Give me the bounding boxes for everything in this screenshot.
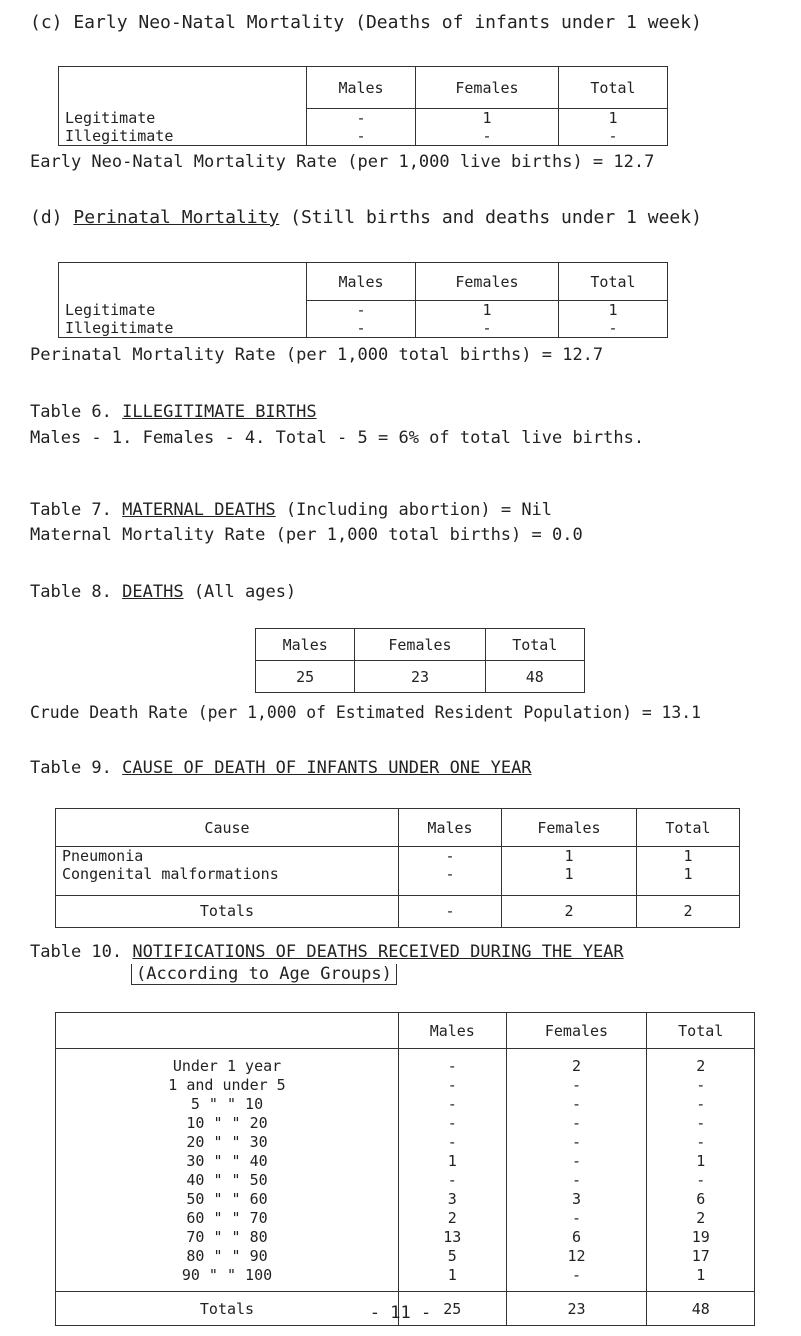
row-label: Congenital malformations (56, 865, 399, 895)
cell: - (399, 1171, 507, 1190)
cell: - (506, 1266, 647, 1292)
cell: 13 (399, 1228, 507, 1247)
table-row (56, 1049, 755, 1077)
cell: 2 (399, 1209, 507, 1228)
table7-line: Maternal Mortality Rate (per 1,000 total births) = 0.0 (30, 525, 583, 545)
row-label: Illegitimate (59, 319, 307, 338)
col-header: Males (307, 67, 416, 109)
cell: 1 (558, 109, 667, 128)
cell: - (647, 1114, 755, 1133)
age-group-label: 5 " " 10 (56, 1095, 399, 1114)
table8-suffix: (All ages) (193, 582, 297, 602)
cell: - (399, 1114, 507, 1133)
table-row (56, 1152, 755, 1171)
cell: 3 (506, 1190, 647, 1209)
cell: 1 (416, 109, 559, 128)
col-header: Cause (56, 809, 399, 847)
cell: 1 (647, 1152, 755, 1171)
cell: 6 (506, 1228, 647, 1247)
cell: - (558, 127, 667, 146)
table7-heading (30, 500, 552, 520)
col-header: Males (307, 263, 416, 301)
cell: 25 (256, 661, 355, 693)
col-header: Males (399, 809, 502, 847)
cell: - (307, 319, 416, 338)
cell: - (506, 1076, 647, 1095)
corner-cell (59, 67, 307, 109)
col-header: Total (558, 263, 667, 301)
cell: - (399, 895, 502, 927)
table7-suffix: (Including abortion) = Nil (285, 500, 553, 520)
section-d-title: Perinatal Mortality (73, 207, 280, 228)
col-header: Males (399, 1013, 507, 1049)
table-row (56, 1133, 755, 1152)
age-group-label: 80 " " 90 (56, 1247, 399, 1266)
col-header: Total (636, 809, 739, 847)
totals-label: Totals (56, 895, 399, 927)
perinatal-rate: Perinatal Mortality Rate (per 1,000 total births) = 12.7 (30, 345, 604, 365)
cell: 2 (647, 1209, 755, 1228)
cell: 1 (636, 865, 739, 895)
row-label: Legitimate (59, 301, 307, 320)
cell: 48 (485, 661, 584, 693)
cell: 2 (636, 895, 739, 927)
age-group-label: 90 " " 100 (56, 1266, 399, 1292)
deaths-table (255, 628, 585, 693)
age-rows (56, 1049, 755, 1292)
table-row (56, 1095, 755, 1114)
col-header: Males (256, 629, 355, 661)
cell: - (399, 1049, 507, 1077)
cell: - (647, 1095, 755, 1114)
section-d-suffix: (Still births and deaths under 1 week) (290, 207, 702, 228)
cell: - (506, 1171, 647, 1190)
section-c-heading: (c) Early Neo-Natal Mortality (Deaths of infants under 1 week) (30, 12, 702, 33)
table9-title: CAUSE OF DEATH OF INFANTS UNDER ONE YEAR (122, 758, 532, 778)
table9-heading (30, 758, 532, 778)
section-d-heading (30, 207, 702, 228)
table6-line: Males - 1. Females - 4. Total - 5 = 6% of total live births. (30, 428, 645, 448)
col-header: Females (416, 263, 559, 301)
age-group-label: 50 " " 60 (56, 1190, 399, 1209)
cell: 12 (506, 1247, 647, 1266)
table8-title: DEATHS (122, 582, 184, 602)
table-row (56, 1076, 755, 1095)
table6-heading (30, 402, 317, 422)
table-row (56, 1209, 755, 1228)
age-group-label: 70 " " 80 (56, 1228, 399, 1247)
col-header: Total (485, 629, 584, 661)
row-label: Legitimate (59, 109, 307, 128)
age-group-label: 1 and under 5 (56, 1076, 399, 1095)
cell: - (647, 1133, 755, 1152)
col-header: Total (647, 1013, 755, 1049)
row-label: Illegitimate (59, 127, 307, 146)
cell: - (647, 1076, 755, 1095)
table-row (56, 1190, 755, 1209)
cell: - (307, 301, 416, 320)
cell: - (399, 1133, 507, 1152)
cell: 19 (647, 1228, 755, 1247)
cell: 1 (647, 1266, 755, 1292)
page-number: - 11 - (369, 1303, 432, 1323)
table8-heading (30, 582, 296, 602)
section-d-prefix: (d) (30, 207, 63, 228)
cell: 2 (502, 895, 637, 927)
cell: 5 (399, 1247, 507, 1266)
cell: 48 (647, 1292, 755, 1326)
corner-cell (56, 1013, 399, 1049)
cell: 2 (506, 1049, 647, 1077)
table8-prefix: Table 8. (30, 582, 112, 602)
table7-title: MATERNAL DEATHS (122, 500, 276, 520)
cell: 1 (399, 1266, 507, 1292)
early-neonatal-table (58, 66, 668, 146)
cell: - (416, 127, 559, 146)
cell: - (647, 1171, 755, 1190)
infant-cause-table (55, 808, 740, 928)
cell: 1 (399, 1152, 507, 1171)
col-header: Females (506, 1013, 647, 1049)
age-group-label: 30 " " 40 (56, 1152, 399, 1171)
age-group-label: 10 " " 20 (56, 1114, 399, 1133)
cell: 23 (355, 661, 485, 693)
table-row (56, 1247, 755, 1266)
cell: 1 (416, 301, 559, 320)
age-group-label: Under 1 year (56, 1049, 399, 1077)
corner-cell (59, 263, 307, 301)
cell: - (506, 1114, 647, 1133)
table9-prefix: Table 9. (30, 758, 112, 778)
table6-prefix: Table 6. (30, 402, 112, 422)
cell: - (399, 865, 502, 895)
cell: - (506, 1133, 647, 1152)
cell: - (399, 1095, 507, 1114)
table6-title: ILLEGITIMATE BIRTHS (122, 402, 317, 422)
table7-prefix: Table 7. (30, 500, 112, 520)
cell: 1 (636, 847, 739, 866)
table10-subtitle: (According to Age Groups) (131, 964, 397, 985)
table-row (56, 1228, 755, 1247)
cell: - (307, 109, 416, 128)
col-header: Females (502, 809, 637, 847)
cell: 1 (558, 301, 667, 320)
perinatal-table (58, 262, 668, 338)
cell: 25 (399, 1292, 507, 1326)
table10-prefix: Table 10. (30, 942, 123, 962)
table-row (56, 1114, 755, 1133)
row-label: Pneumonia (56, 847, 399, 866)
age-group-label: 40 " " 50 (56, 1171, 399, 1190)
table-row (56, 1171, 755, 1190)
col-header: Females (416, 67, 559, 109)
cell: 23 (506, 1292, 647, 1326)
crude-death-rate: Crude Death Rate (per 1,000 of Estimated Resident Population) = 13.1 (30, 703, 702, 722)
cell: - (558, 319, 667, 338)
cell: - (506, 1095, 647, 1114)
cell: - (399, 1076, 507, 1095)
age-group-label: 60 " " 70 (56, 1209, 399, 1228)
cell: 1 (502, 865, 637, 895)
cell: 17 (647, 1247, 755, 1266)
table10-heading (30, 942, 624, 962)
cell: - (506, 1209, 647, 1228)
table-row (56, 1266, 755, 1292)
cell: 3 (399, 1190, 507, 1209)
cell: - (399, 847, 502, 866)
early-neonatal-rate: Early Neo-Natal Mortality Rate (per 1,000 live births) = 12.7 (30, 152, 655, 172)
table10-title: NOTIFICATIONS OF DEATHS RECEIVED DURING THE YEAR (132, 942, 624, 962)
cell: 2 (647, 1049, 755, 1077)
cell: 1 (502, 847, 637, 866)
cell: - (416, 319, 559, 338)
totals-label: Totals (56, 1292, 399, 1326)
cell: 6 (647, 1190, 755, 1209)
age-group-label: 20 " " 30 (56, 1133, 399, 1152)
cell: - (506, 1152, 647, 1171)
col-header: Females (355, 629, 485, 661)
cell: - (307, 127, 416, 146)
deaths-by-age-table (55, 1012, 755, 1326)
col-header: Total (558, 67, 667, 109)
